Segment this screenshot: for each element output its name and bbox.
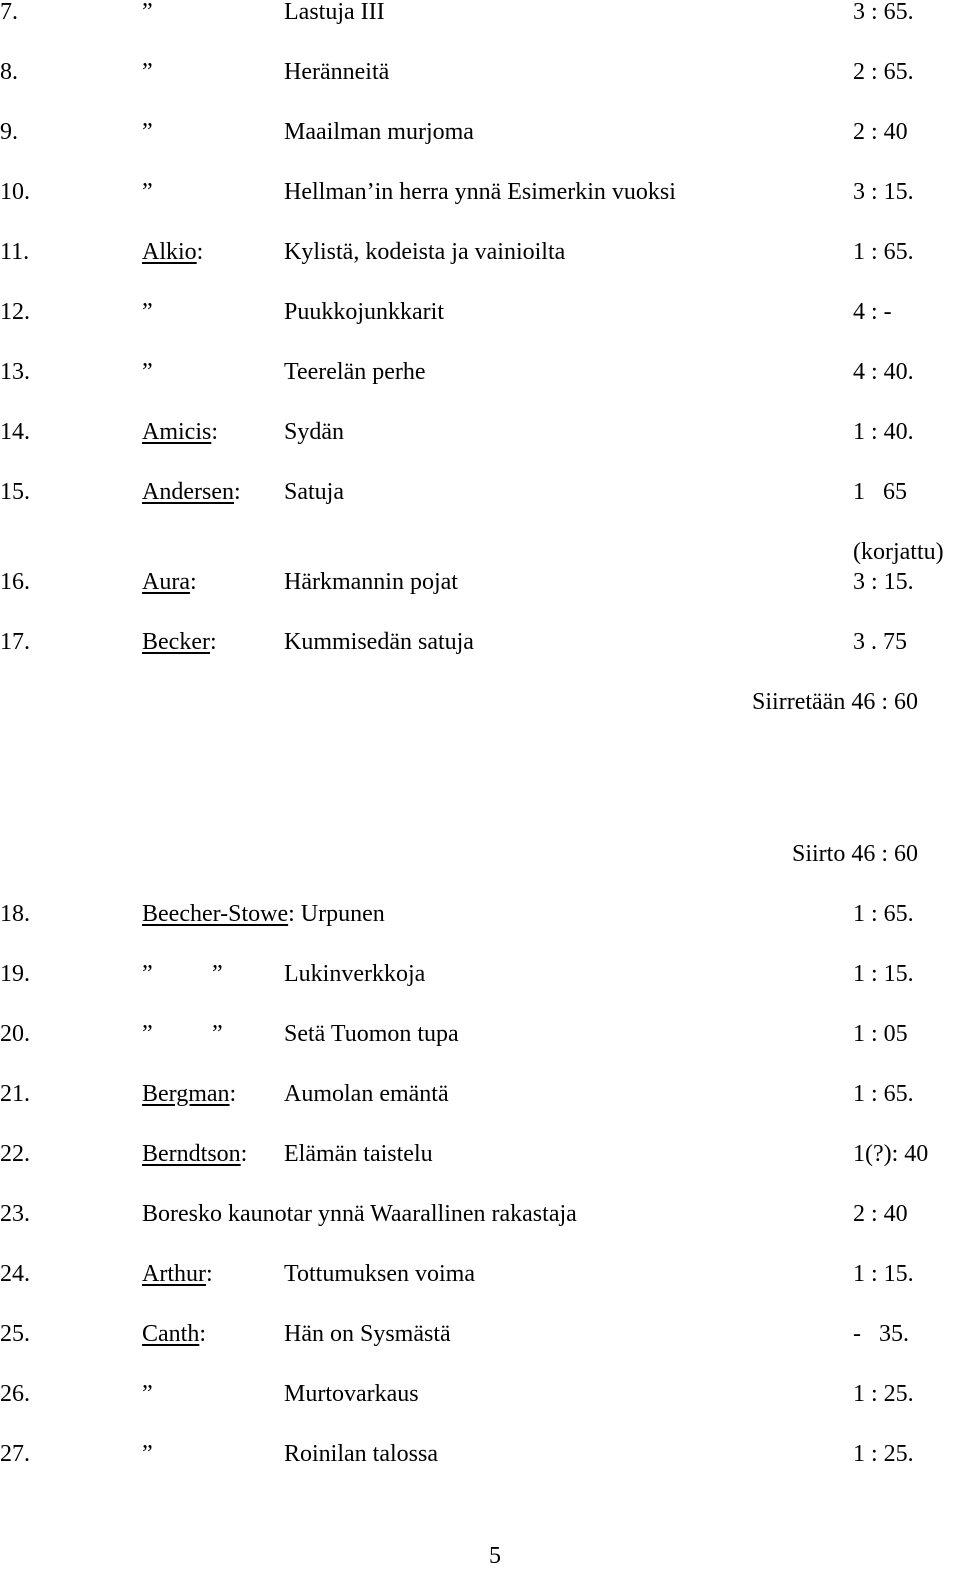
table-row	[0, 898, 960, 930]
book-title: Elämän taistelu	[284, 1141, 433, 1167]
ditto-mark: ”	[142, 1441, 153, 1467]
entry-number: 17.	[0, 629, 30, 655]
book-title: Lukinverkkoja	[284, 961, 426, 987]
price: 2 : 40	[853, 119, 908, 145]
correction-row	[0, 536, 960, 568]
table-row	[0, 116, 960, 148]
author-name	[142, 898, 385, 930]
price: 1 : 65.	[853, 239, 914, 265]
book-title: Puukkojunkkarit	[284, 299, 444, 325]
author-colon: :	[205, 1261, 213, 1287]
book-title: Setä Tuomon tupa	[284, 1021, 459, 1047]
page-footer	[0, 1540, 960, 1572]
entry-number: 13.	[0, 359, 30, 385]
book-title: Härkmannin pojat	[284, 569, 458, 595]
entry-number: 19.	[0, 961, 30, 987]
book-title: Aumolan emäntä	[284, 1081, 449, 1107]
entry-number: 22.	[0, 1141, 30, 1167]
subtotal-row	[0, 838, 960, 870]
author-underlined: Alkio	[142, 239, 197, 265]
table-row	[0, 1018, 960, 1050]
page-number: 5	[489, 1543, 501, 1569]
author-underlined: Aura	[142, 569, 190, 595]
subtotal-row	[0, 686, 960, 718]
entry-number: 10.	[0, 179, 30, 205]
price: 1 : 05	[853, 1021, 908, 1047]
ditto-mark: ”	[142, 179, 153, 205]
table-row	[0, 1318, 960, 1350]
author-underlined: Amicis	[142, 419, 212, 445]
price: 1 : 25.	[853, 1441, 914, 1467]
entry-number: 16.	[0, 569, 30, 595]
price: 3 : 15.	[853, 179, 914, 205]
price: 1 : 15.	[853, 961, 914, 987]
price: 1 : 40.	[853, 419, 914, 445]
entry-number: 23.	[0, 1201, 30, 1227]
book-title: Murtovarkaus	[284, 1381, 419, 1407]
table-row	[0, 56, 960, 88]
table-row	[0, 958, 960, 990]
table-row	[0, 416, 960, 448]
entry-number: 15.	[0, 479, 30, 505]
price: 3 : 65.	[853, 0, 914, 25]
book-title: Roinilan talossa	[284, 1441, 438, 1467]
ditto-mark: ”	[142, 299, 153, 325]
price: 1 : 65.	[853, 901, 914, 927]
price: 2 : 65.	[853, 59, 914, 85]
author-colon: :	[229, 1081, 237, 1107]
table-row	[0, 1078, 960, 1110]
book-title: Tottumuksen voima	[284, 1261, 475, 1287]
price: 1 : 65.	[853, 1081, 914, 1107]
table-row	[0, 1198, 960, 1230]
price: 1 : 25.	[853, 1381, 914, 1407]
author-name	[142, 626, 217, 658]
entry-number: 14.	[0, 419, 30, 445]
author-underlined: Beecher-Stowe	[142, 901, 289, 927]
carried-forward-total: Siirretään 46 : 60	[752, 689, 918, 715]
author-underlined: Becker	[142, 629, 210, 655]
author-name	[142, 1318, 206, 1350]
table-row	[0, 476, 960, 508]
book-title: Satuja	[284, 479, 344, 505]
ditto-mark: ”	[212, 961, 223, 987]
author-underlined: Arthur	[142, 1261, 206, 1287]
author-colon: :	[240, 1141, 248, 1167]
price: 2 : 40	[853, 1201, 908, 1227]
entry-number: 9.	[0, 119, 18, 145]
book-title: Sydän	[284, 419, 344, 445]
author-colon: :	[196, 239, 204, 265]
author-colon: :	[199, 1321, 206, 1347]
ditto-mark: ”	[142, 119, 153, 145]
author-name	[142, 416, 218, 448]
author-colon: :	[233, 479, 241, 505]
entry-number: 25.	[0, 1321, 30, 1347]
author-name	[142, 566, 197, 598]
author-colon: :	[189, 569, 197, 595]
book-title: Heränneitä	[284, 59, 390, 85]
price: 1 65	[853, 479, 907, 505]
table-row	[0, 1378, 960, 1410]
table-row	[0, 0, 960, 28]
ditto-mark: ”	[142, 1381, 153, 1407]
book-title: Kylistä, kodeista ja vainioilta	[284, 239, 566, 265]
correction-note: (korjattu)	[853, 539, 944, 565]
author-name	[142, 1078, 236, 1110]
entry-number: 26.	[0, 1381, 30, 1407]
author-colon: :	[209, 629, 217, 655]
ditto-mark: ”	[142, 59, 153, 85]
author-colon: :	[211, 419, 218, 445]
entry-number: 11.	[0, 239, 30, 265]
ditto-mark: ”	[142, 1021, 153, 1047]
table-row	[0, 566, 960, 598]
author-colon: :	[288, 901, 295, 927]
entry-number: 21.	[0, 1081, 30, 1107]
book-title: Maailman murjoma	[284, 119, 474, 145]
price: 1(?): 40	[853, 1141, 929, 1167]
author-name	[142, 236, 203, 268]
table-row	[0, 176, 960, 208]
author-underlined: Berndtson	[142, 1141, 241, 1167]
ditto-mark: ”	[142, 0, 153, 25]
entry-number: 18.	[0, 901, 30, 927]
price: 3 : 15.	[853, 569, 914, 595]
entry-number: 27.	[0, 1441, 30, 1467]
author-name	[142, 1138, 247, 1170]
price: 4 : -	[853, 299, 892, 325]
book-title: Lastuja III	[284, 0, 385, 25]
table-row	[0, 1138, 960, 1170]
price: 3 . 75	[853, 629, 907, 655]
author-name	[142, 1258, 213, 1290]
book-title: Hän on Sysmästä	[284, 1321, 451, 1347]
table-row	[0, 296, 960, 328]
author-name	[142, 476, 241, 508]
entry-number: 20.	[0, 1021, 30, 1047]
author-underlined: Andersen	[142, 479, 234, 505]
ditto-mark: ”	[142, 961, 153, 987]
entry-number: 24.	[0, 1261, 30, 1287]
price: 4 : 40.	[853, 359, 914, 385]
entry-number: 12.	[0, 299, 30, 325]
entry-number: 8.	[0, 59, 18, 85]
ditto-mark: ”	[142, 359, 153, 385]
table-row	[0, 236, 960, 268]
price: 1 : 15.	[853, 1261, 914, 1287]
ditto-mark: ”	[212, 1021, 223, 1047]
entry-number: 7.	[0, 0, 18, 25]
table-row	[0, 1258, 960, 1290]
book-title: Urpunen	[300, 901, 385, 927]
author-underlined: Canth	[142, 1321, 200, 1347]
book-title: Teerelän perhe	[284, 359, 426, 385]
table-row	[0, 1438, 960, 1470]
book-title: Boresko kaunotar ynnä Waarallinen rakastaja	[142, 1201, 577, 1227]
book-title: Kummisedän satuja	[284, 629, 474, 655]
price: - 35.	[853, 1321, 909, 1347]
table-row	[0, 356, 960, 388]
book-title: Hellman’in herra ynnä Esimerkin vuoksi	[284, 179, 676, 205]
author-underlined: Bergman	[142, 1081, 230, 1107]
table-row	[0, 626, 960, 658]
carried-over-total: Siirto 46 : 60	[791, 841, 918, 867]
